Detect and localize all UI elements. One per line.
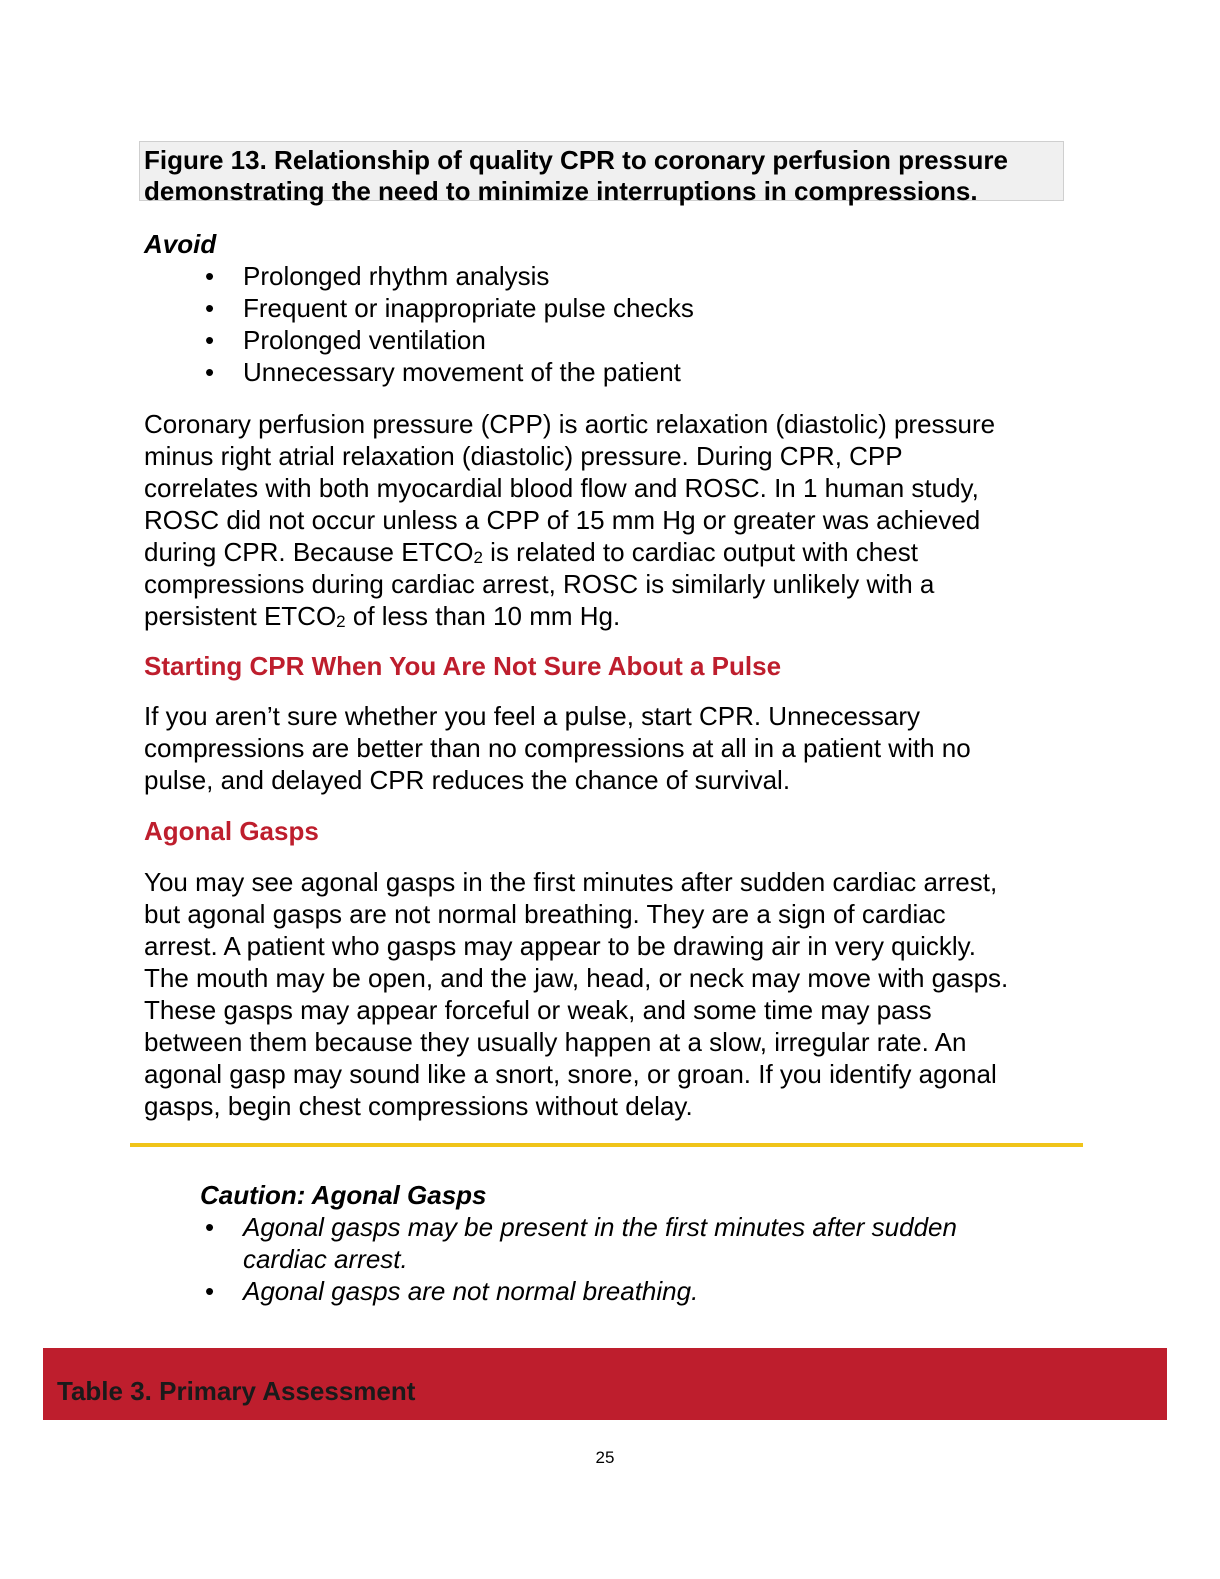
figure-caption-line: Figure 13. Relationship of quality CPR to coronary perfusion pressure	[144, 145, 1008, 175]
page-number: 25	[595, 1448, 615, 1467]
figure-caption-line: demonstrating the need to minimize interruptions in compressions.	[144, 176, 978, 206]
not-sure-paragraph: If you aren’t sure whether you feel a pulse, start CPR. Unnecessary compressions are better than no compressions at all in a patient with no pulse, and delayed CPR reduces the chance of survival.	[144, 701, 971, 795]
bullet-icon: •	[205, 261, 215, 291]
table-header-bar	[43, 1348, 1167, 1420]
bullet-icon: •	[205, 325, 215, 355]
cpp-paragraph: Coronary perfusion pressure (CPP) is aortic relaxation (diastolic) pressure minus right atrial relaxation (diastolic) pressure. During CPR, CPP correlates with both myocardial blood flow and ROSC. In 1 human study, ROSC did not occur unless a CPP of 15 mm Hg or greater was achieved during CPR. Because $ETCO_2$ is related to cardiac output with chest compressions during cardiac arrest, ROSC is similarly unlikely with a persistent $ETCO_2$ of less than 10 mm Hg.	[144, 409, 996, 631]
table-title: Table 3. Primary Assessment	[57, 1376, 416, 1406]
avoid-heading: Avoid	[144, 229, 217, 259]
agonal-paragraph: You may see agonal gasps in the first minutes after sudden cardiac arrest, but agonal gasps are not normal breathing. They are a sign of cardiac arrest. A patient who gasps may appear to be drawing air in very quickly. The mouth may be open, and the jaw, head, or neck may move with gasps. These gasps may appear forceful or weak, and some time may pass between them because they usually happen at a slow, irregular rate. An agonal gasp may sound like a snort, snore, or groan. If you identify agonal gasps, begin chest compressions without delay.	[144, 867, 1009, 1121]
bullet-icon: •	[205, 357, 215, 387]
bullet-icon: •	[205, 293, 215, 323]
list-item: • Agonal gasps are not normal breathing.	[205, 1276, 699, 1306]
section-heading-not-sure-pulse: Starting CPR When You Are Not Sure About a Pulse	[144, 651, 782, 681]
list-item: • Unnecessary movement of the patient	[205, 357, 681, 387]
list-item: • Frequent or inappropriate pulse checks	[205, 293, 694, 323]
list-item: • Agonal gasps may be present in the first minutes after sudden	[205, 1212, 957, 1242]
avoid-list	[205, 260, 694, 388]
divider	[130, 1143, 1083, 1147]
section-heading-agonal-gasps: Agonal Gasps	[144, 816, 319, 846]
bullet-icon: •	[205, 1212, 215, 1242]
figure-caption	[139, 141, 1064, 206]
list-item-continuation: cardiac arrest.	[243, 1244, 408, 1274]
caution-list	[205, 1211, 957, 1307]
caution-heading: Caution: Agonal Gasps	[200, 1180, 487, 1210]
list-item: • Prolonged rhythm analysis	[205, 261, 550, 291]
bullet-icon: •	[205, 1276, 215, 1306]
list-item: • Prolonged ventilation	[205, 325, 486, 355]
